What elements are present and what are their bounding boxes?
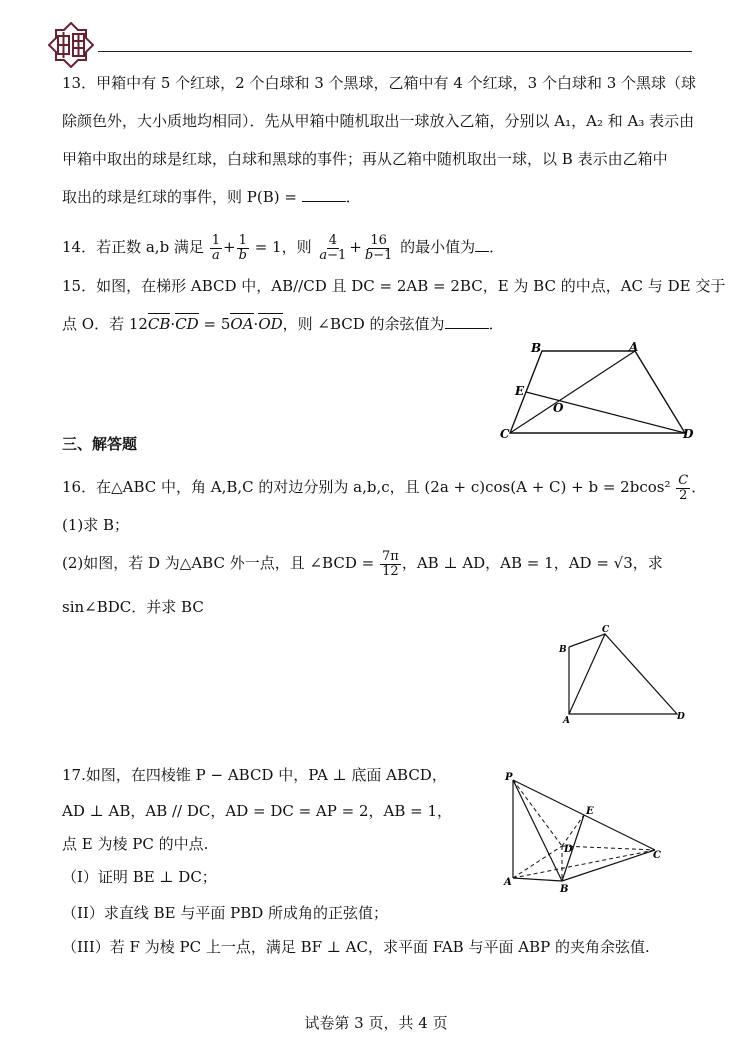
q13-line4 <box>62 186 361 208</box>
q16-line1 <box>62 472 706 503</box>
q16-frac-7pi <box>380 550 401 579</box>
q15-label-a: A <box>629 340 639 354</box>
q15-label-o: O <box>553 401 564 415</box>
q16-part2 <box>62 548 663 579</box>
q15-line2: 点 O．若 12CB·CD = 5OA·OD，则 ∠BCD 的余弦值为 ． <box>62 315 504 333</box>
q16-frac7-num: 7π <box>382 548 399 564</box>
q16-frac7-den: 12 <box>382 563 399 579</box>
q14-frac-1b: $\frac{1}{b}$ <box>238 232 247 263</box>
q15-line2-pre: 点 O．若 12 <box>62 315 148 333</box>
q16-label-b: B <box>559 645 567 655</box>
q17-part3: （III）若 F 为棱 PC 上一点，满足 BF ⊥ AC，求平面 FAB 与平面 ABP 的夹角余弦值. <box>62 938 650 956</box>
q17-line3: 点 E 为棱 PC 的中点. <box>62 835 209 853</box>
q17-pyramid-figure <box>500 768 675 893</box>
q15-line1: 15．如图，在梯形 ABCD 中，AB//CD 且 DC = 2AB = 2BC，E 为 BC 的中点，AC 与 DE 交于 <box>62 277 726 295</box>
q13-line1: 13．甲箱中有 5 个红球，2 个白球和 3 个黑球，乙箱中有 4 个红球，3 个白球和 3 个黑球（球 <box>62 74 697 92</box>
q15-label-d: D <box>683 427 694 441</box>
q13-line4-text: 取出的球是红球的事件，则 P(B) = <box>62 188 297 206</box>
q14-text-post: 的最小值为 <box>400 238 476 256</box>
q16-part1: (1)求 B； <box>62 516 130 534</box>
q15-vec-od: OD <box>258 315 283 333</box>
q16-label-c: C <box>602 625 610 635</box>
q14-answer-blank <box>475 237 489 252</box>
q16-label-a: A <box>563 716 570 726</box>
q15-line2-end: ． <box>488 315 504 333</box>
q17-label-d: D <box>564 844 573 855</box>
q16-part3: sin∠BDC．并求 BC <box>62 598 204 616</box>
section-title: 三、解答题 <box>62 435 138 453</box>
q15-vec-oa: OA <box>230 315 254 333</box>
q16-part2-pre: (2)如图，若 D 为△ABC 外一点，且 ∠BCD = <box>62 554 375 572</box>
school-seal-logo <box>48 22 94 68</box>
q17-line2: AD ⊥ AB，AB // DC，AD = DC = AP = 2，AB = 1， <box>62 802 453 820</box>
q16-line1-end: ． <box>691 478 707 496</box>
q16-part2-post: ，AB ⊥ AD，AB = 1，AD = √3，求 <box>401 554 663 572</box>
q16-frac-num: C <box>678 472 689 488</box>
q17-line1: 17.如图，在四棱锥 P − ABCD 中，PA ⊥ 底面 ABCD， <box>62 766 447 784</box>
q17-label-a: A <box>504 877 512 888</box>
q17-label-e: E <box>586 806 594 817</box>
q17-label-p: P <box>505 772 513 783</box>
q13-line2: 除颜色外，大小质地均相同）．先从甲箱中随机取出一球放入乙箱，分别以 A₁，A₂ 和 A₃ 表示由 <box>62 112 695 130</box>
q15-answer-blank <box>445 314 489 329</box>
q16-quadrilateral-figure <box>555 622 695 727</box>
q15-vec-cd: CD <box>175 315 199 333</box>
q17-part1: （I）证明 BE ⊥ DC； <box>62 868 217 886</box>
q14-frac-4: $\frac{4}{a-1}$ <box>319 232 347 263</box>
q14-frac-16: $\frac{16}{b-1}$ <box>364 232 393 263</box>
q14-frac-1a: $\frac{1}{a}$ <box>211 232 220 263</box>
q14-text-pre: 14．若正数 a,b 满足 <box>62 238 204 256</box>
q17-label-c: C <box>653 850 661 861</box>
q16-label-d: D <box>677 712 685 722</box>
page-footer: 试卷第 3 页，共 4 页 <box>304 1014 448 1032</box>
q15-vec-cb: CB <box>147 315 171 333</box>
q14-text-eq: = 1，则 <box>254 238 312 256</box>
q16-frac-c2 <box>676 474 690 503</box>
q15-trapezoid-figure <box>495 338 700 443</box>
q13-answer-blank <box>302 187 346 202</box>
q15-line2-mid: = 5 <box>203 315 231 333</box>
header-rule <box>98 51 692 52</box>
q15-line2-post: ，则 ∠BCD 的余弦值为 <box>282 315 445 333</box>
q17-label-b: B <box>560 884 569 893</box>
q16-line1-text: 16．在△ABC 中，角 A,B,C 的对边分别为 a,b,c，且 (2a + c)cos(A + C) + b = 2bcos² <box>62 478 671 496</box>
q13-line4-end: ． <box>345 188 361 206</box>
q15-label-b: B <box>531 341 542 355</box>
q17-part2: （II）求直线 BE 与平面 PBD 所成角的正弦值； <box>62 904 389 922</box>
q15-label-e: E <box>515 384 525 398</box>
q14-text-end: ． <box>489 238 505 256</box>
q16-frac-den: 2 <box>679 487 688 503</box>
q15-label-c: C <box>500 427 510 441</box>
q13-line3: 甲箱中取出的球是红球，白球和黑球的事件；再从乙箱中随机取出一球，以 B 表示由乙箱中 <box>62 150 668 168</box>
q14-line: 14．若正数 a,b 满足 $\frac{1}{a}$ + $\frac{1}{b}$ = 1，则 $\frac{4}{a-1}$ + $\frac{16}{b-1}$ 的最小值为 ． <box>62 232 505 263</box>
